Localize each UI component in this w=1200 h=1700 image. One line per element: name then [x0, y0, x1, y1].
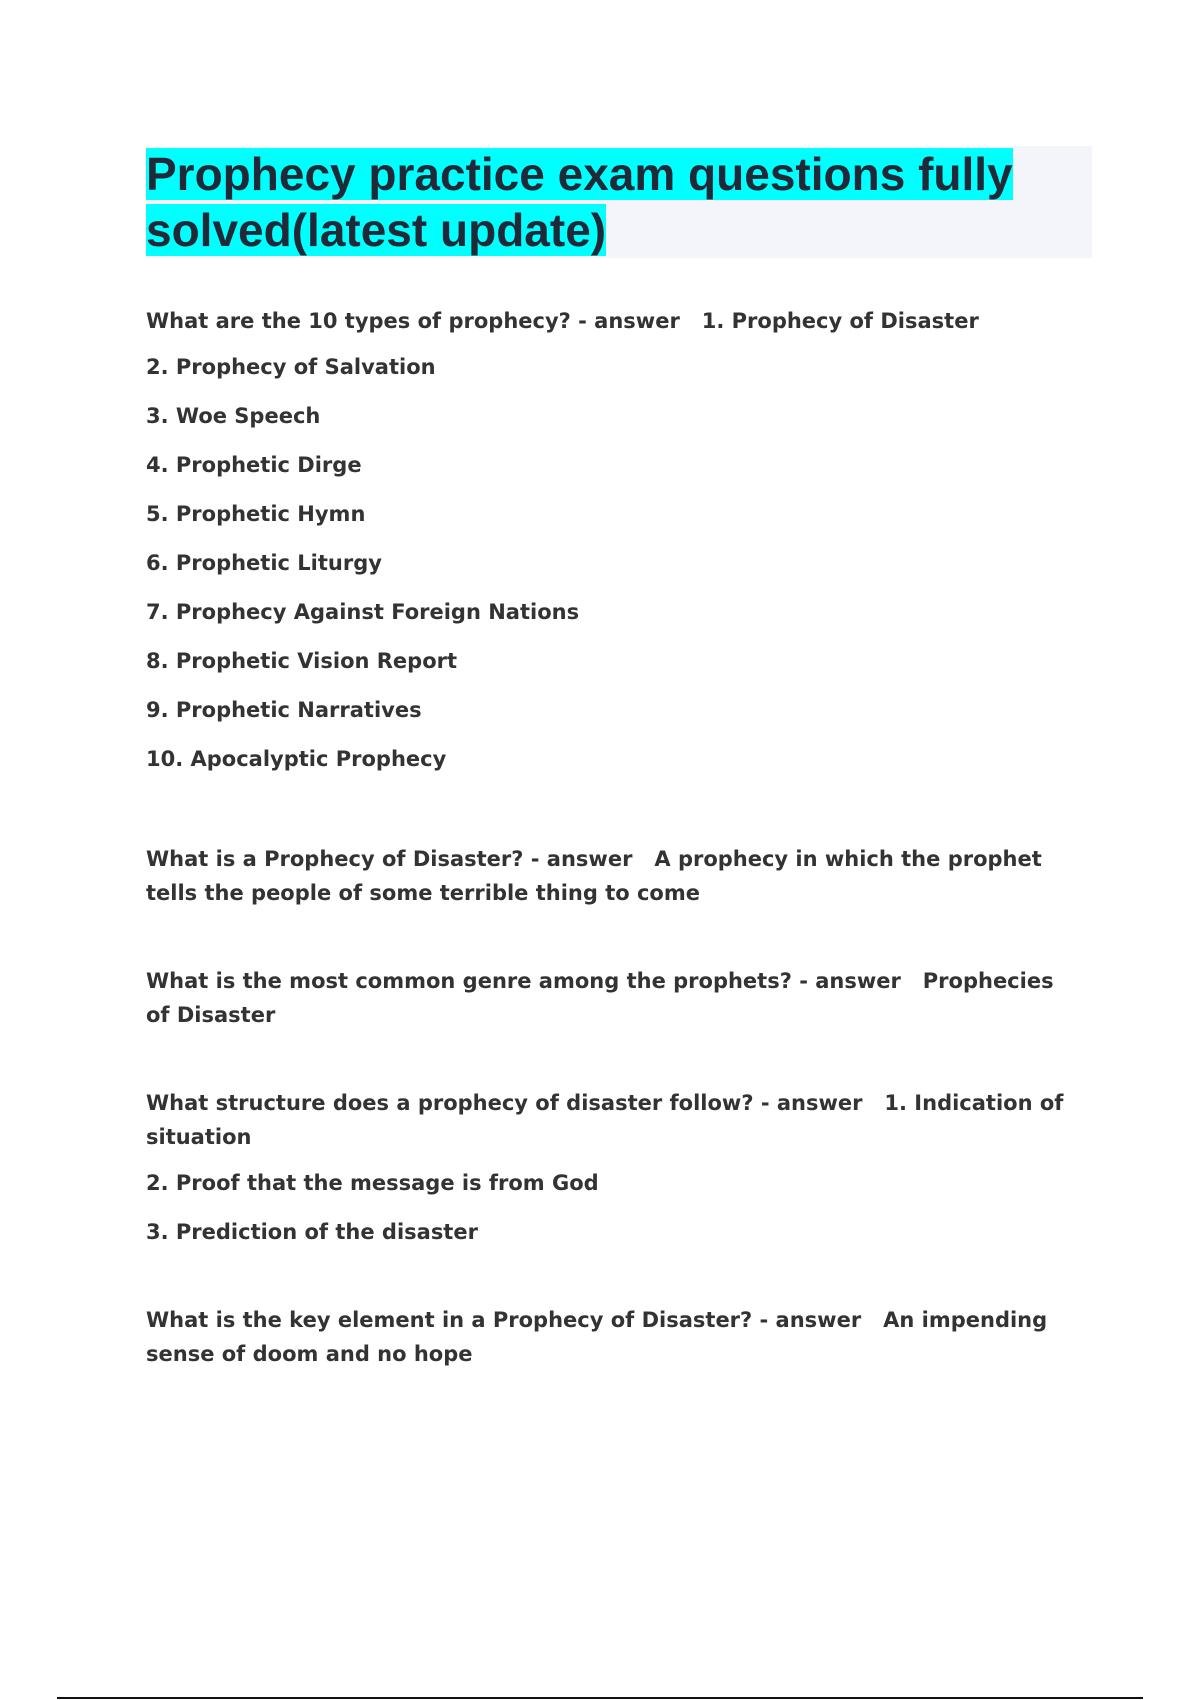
- title-block: [146, 146, 1092, 258]
- list-item: 2. Proof that the message is from God: [146, 1171, 599, 1195]
- list-item: 4. Prophetic Dirge: [146, 453, 362, 477]
- answer-continuation: of Disaster: [146, 1003, 276, 1027]
- list-item: 2. Prophecy of Salvation: [146, 355, 436, 379]
- page-title: [146, 146, 1092, 258]
- qa-5-line: [146, 1303, 1086, 1337]
- qa-1-line: [146, 304, 1086, 338]
- list-item: 10. Apocalyptic Prophecy: [146, 747, 447, 771]
- answer-text: 1. Indication of: [884, 1091, 1064, 1115]
- answer-text: A prophecy in which the prophet: [654, 847, 1042, 871]
- qa-item-3: [146, 964, 1086, 1032]
- question-text: What are the 10 types of prophecy? - answer: [146, 309, 680, 333]
- qa-item-5: [146, 1303, 1086, 1371]
- title-line-2: solved(latest update): [146, 204, 607, 256]
- list-item: 3. Woe Speech: [146, 404, 321, 428]
- bottom-divider: [57, 1697, 1143, 1699]
- answer-continuation: tells the people of some terrible thing to come: [146, 881, 700, 905]
- question-text: What is a Prophecy of Disaster? - answer: [146, 847, 633, 871]
- qa-4-line: [146, 1086, 1086, 1120]
- answer-text: 1. Prophecy of Disaster: [701, 309, 979, 333]
- qa-content: [146, 304, 1086, 1371]
- answer-continuation: situation: [146, 1125, 252, 1149]
- question-text: What is the key element in a Prophecy of Disaster? - answer: [146, 1308, 862, 1332]
- qa-3-line: [146, 964, 1086, 998]
- list-item: 7. Prophecy Against Foreign Nations: [146, 600, 580, 624]
- qa-item-4: [146, 1086, 1086, 1249]
- list-item: 3. Prediction of the disaster: [146, 1220, 478, 1244]
- answer-text: An impending: [883, 1308, 1048, 1332]
- qa-item-2: [146, 842, 1086, 910]
- qa-2-line: [146, 842, 1086, 876]
- answer-text: Prophecies: [922, 969, 1054, 993]
- answer-continuation: sense of doom and no hope: [146, 1342, 473, 1366]
- list-item: 8. Prophetic Vision Report: [146, 649, 458, 673]
- qa-item-1: [146, 304, 1086, 776]
- question-text: What is the most common genre among the prophets? - answer: [146, 969, 901, 993]
- list-item: 9. Prophetic Narratives: [146, 698, 422, 722]
- list-item: 6. Prophetic Liturgy: [146, 551, 382, 575]
- title-line-1: Prophecy practice exam questions fully: [146, 148, 1013, 200]
- list-item: 5. Prophetic Hymn: [146, 502, 366, 526]
- question-text: What structure does a prophecy of disaster follow? - answer: [146, 1091, 863, 1115]
